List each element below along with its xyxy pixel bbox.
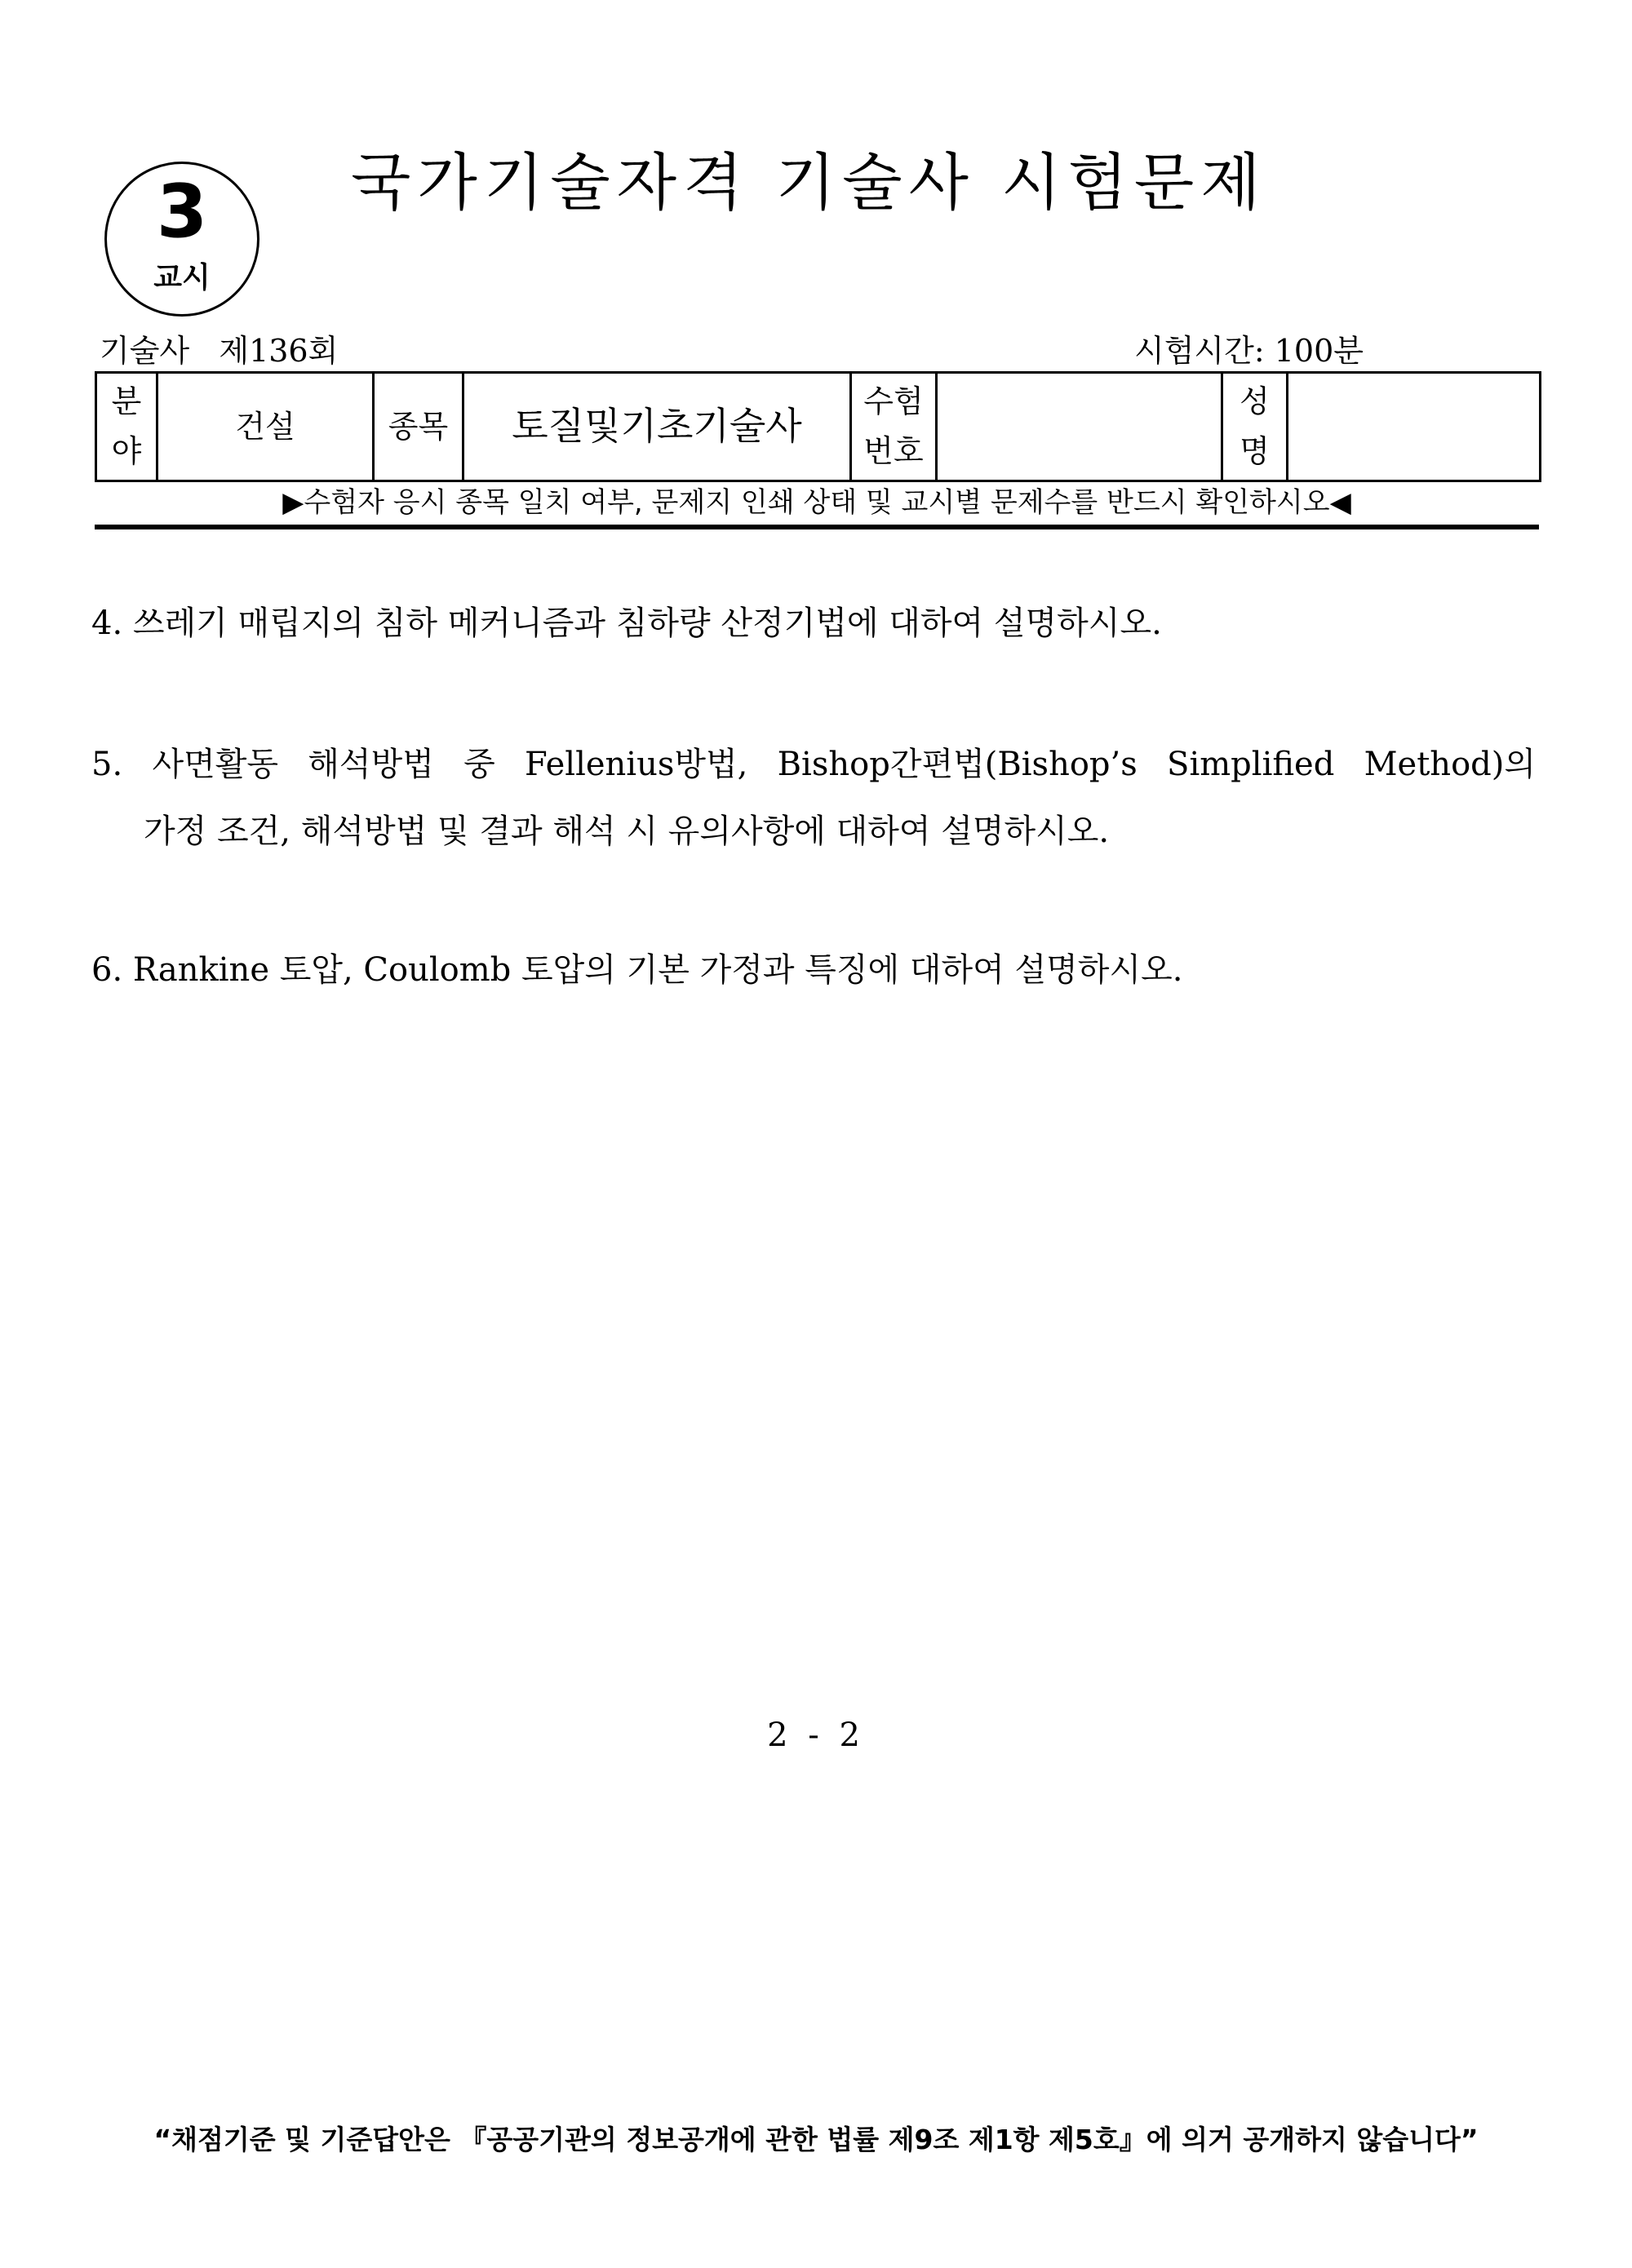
category-label-cell [374,373,463,481]
exam-info-table [95,371,1541,482]
category-value-cell [463,373,851,481]
notice-text: ▶수험자 응시 종목 일치 여부, 문제지 인쇄 상태 및 교시별 문제수를 반드시 확인하시오◀ [282,486,1351,519]
page-number: 2 - 2 [767,1717,865,1754]
field-value: 건설 [235,408,295,445]
field-label-cell [96,373,157,481]
question-4: 4. 쓰레기 매립지의 침하 메커니즘과 침하량 산정기법에 대하여 설명하시오. [91,605,1162,642]
exam-duration: 시험시간: 100분 [1134,333,1364,369]
exam-number-label-cell [851,373,937,481]
exam-number-label-top: 수험 [863,383,924,420]
field-label-bottom: 야 [111,433,142,469]
period-badge [104,162,259,317]
notice-divider [95,525,1539,529]
period-label: 교시 [153,261,211,295]
field-value-cell [157,373,374,481]
question-5-line-2: 가정 조건, 해석방법 및 결과 해석 시 유의사항에 대하여 설명하시오. [144,813,1110,850]
name-label-cell [1222,373,1288,481]
period-number: 3 [156,169,208,255]
name-label-top: 성 [1240,383,1270,420]
category-value: 토질및기초기술사 [512,404,802,449]
name-label-bottom: 명 [1240,433,1270,469]
field-label-top: 분 [111,383,142,420]
exam-number-field[interactable] [937,373,1222,481]
category-label: 종목 [388,408,449,445]
name-field[interactable] [1288,373,1541,481]
page-title: 국가기술자격 기술사 시험문제 [351,146,1267,219]
footer-note: “채점기준 및 기준답안은 『공공기관의 정보공개에 관한 법률 제9조 제1항 제5호』에 의거 공개하지 않습니다” [153,2124,1479,2155]
exam-round: 기술사 제136회 [100,333,339,369]
exam-number-label-bottom: 번호 [863,433,924,469]
question-6: 6. Rankine 토압, Coulomb 토압의 기본 가정과 특징에 대하여 설명하시오. [91,951,1183,989]
question-5-line-1: 5. 사면활동 해석방법 중 Fellenius방법, Bishop간편법(Bishop’s Simplified Method)의 [91,746,1536,783]
